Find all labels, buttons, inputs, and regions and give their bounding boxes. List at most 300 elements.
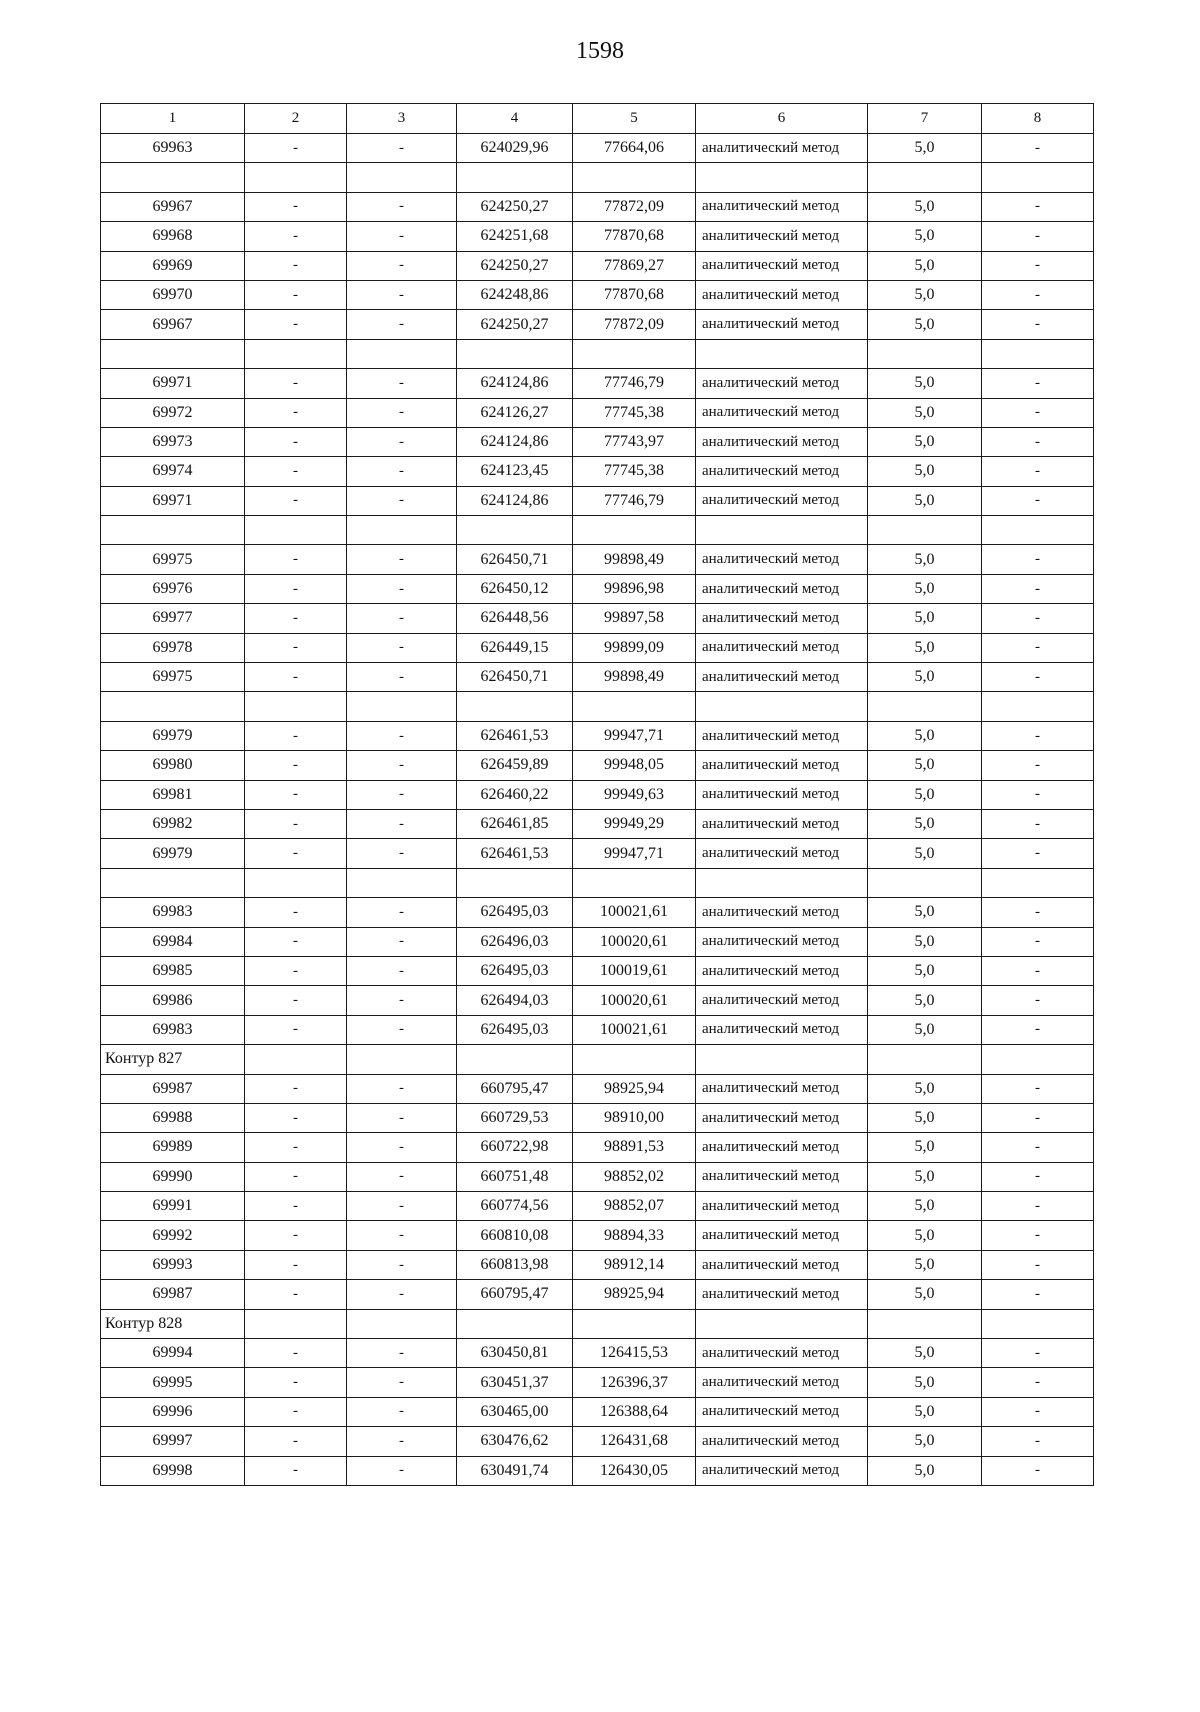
table-cell: 100020,61 [573, 927, 696, 956]
table-cell: - [347, 427, 457, 456]
table-cell: 660722,98 [457, 1133, 573, 1162]
table-cell: - [245, 1280, 347, 1309]
empty-cell [245, 163, 347, 192]
table-cell: 69963 [101, 134, 245, 163]
table-cell: - [982, 1368, 1094, 1397]
empty-cell [245, 1309, 347, 1338]
table-cell: - [347, 222, 457, 251]
table-cell: - [347, 809, 457, 838]
table-cell: 99949,63 [573, 780, 696, 809]
table-cell: - [982, 1339, 1094, 1368]
table-cell: 69983 [101, 898, 245, 927]
table-cell: 626495,03 [457, 956, 573, 985]
empty-cell [245, 339, 347, 368]
empty-cell [347, 868, 457, 897]
table-row [101, 369, 1094, 398]
table-cell: - [245, 222, 347, 251]
table-cell: 69997 [101, 1427, 245, 1456]
empty-cell [982, 868, 1094, 897]
table-cell: 69996 [101, 1397, 245, 1426]
table-cell: - [982, 1221, 1094, 1250]
empty-cell [982, 1045, 1094, 1074]
table-cell: - [347, 1221, 457, 1250]
table-cell: - [347, 898, 457, 927]
table-cell: 5,0 [868, 398, 982, 427]
table-cell: - [982, 1280, 1094, 1309]
table-row [101, 1250, 1094, 1279]
table-row [101, 222, 1094, 251]
table-cell: - [245, 192, 347, 221]
table-cell: 5,0 [868, 1397, 982, 1426]
empty-cell [982, 339, 1094, 368]
empty-cell [457, 516, 573, 545]
table-row [101, 1192, 1094, 1221]
table-row [101, 663, 1094, 692]
table-cell: - [982, 1133, 1094, 1162]
column-header: 2 [245, 104, 347, 134]
table-cell: 626450,12 [457, 574, 573, 603]
empty-cell [868, 339, 982, 368]
table-cell: 5,0 [868, 927, 982, 956]
empty-cell [457, 868, 573, 897]
coordinates-table [100, 103, 1094, 1486]
table-cell: - [347, 1192, 457, 1221]
table-cell: аналитический метод [696, 1074, 868, 1103]
table-cell: 5,0 [868, 956, 982, 985]
table-cell: - [347, 751, 457, 780]
table-row [101, 1397, 1094, 1426]
table-cell: 5,0 [868, 1280, 982, 1309]
section-row [101, 1309, 1094, 1338]
table-cell: 5,0 [868, 604, 982, 633]
table-cell: 69986 [101, 986, 245, 1015]
table-cell: аналитический метод [696, 574, 868, 603]
table-cell: - [245, 1074, 347, 1103]
table-cell: 99899,09 [573, 633, 696, 662]
table-row [101, 956, 1094, 985]
table-cell: - [982, 809, 1094, 838]
table-body [101, 134, 1094, 1486]
table-cell: 77870,68 [573, 222, 696, 251]
table-cell: - [982, 633, 1094, 662]
empty-cell [868, 516, 982, 545]
table-cell: 69983 [101, 1015, 245, 1044]
table-row [101, 251, 1094, 280]
table-cell: 630491,74 [457, 1456, 573, 1485]
table-cell: 98852,02 [573, 1162, 696, 1191]
table-cell: 69967 [101, 310, 245, 339]
table-cell: - [245, 427, 347, 456]
table-cell: 5,0 [868, 1192, 982, 1221]
table-cell: 5,0 [868, 369, 982, 398]
empty-cell [101, 339, 245, 368]
table-cell: 5,0 [868, 1162, 982, 1191]
table-cell: - [982, 956, 1094, 985]
table-cell: 624248,86 [457, 280, 573, 309]
table-cell: аналитический метод [696, 1133, 868, 1162]
table-cell: 5,0 [868, 839, 982, 868]
table-cell: - [347, 1162, 457, 1191]
table-cell: аналитический метод [696, 1221, 868, 1250]
table-cell: аналитический метод [696, 751, 868, 780]
table-row [101, 839, 1094, 868]
table-cell: 624123,45 [457, 457, 573, 486]
table-cell: 5,0 [868, 986, 982, 1015]
table-cell: 69981 [101, 780, 245, 809]
table-row [101, 721, 1094, 750]
table-cell: - [245, 1162, 347, 1191]
table-cell: 624124,86 [457, 369, 573, 398]
table-cell: аналитический метод [696, 1192, 868, 1221]
table-cell: 98894,33 [573, 1221, 696, 1250]
separator-row [101, 163, 1094, 192]
table-cell: - [982, 398, 1094, 427]
empty-cell [347, 516, 457, 545]
table-cell: - [347, 663, 457, 692]
table-cell: 5,0 [868, 545, 982, 574]
table-cell: аналитический метод [696, 898, 868, 927]
table-cell: 69982 [101, 809, 245, 838]
table-cell: 626449,15 [457, 633, 573, 662]
table-cell: - [245, 751, 347, 780]
table-cell: - [982, 663, 1094, 692]
table-cell: - [347, 604, 457, 633]
table-cell: - [347, 780, 457, 809]
table-row [101, 192, 1094, 221]
table-cell: - [347, 398, 457, 427]
table-cell: аналитический метод [696, 134, 868, 163]
table-row [101, 1221, 1094, 1250]
table-cell: 630450,81 [457, 1339, 573, 1368]
table-cell: - [245, 986, 347, 1015]
table-cell: - [982, 1103, 1094, 1132]
table-cell: - [982, 1427, 1094, 1456]
table-cell: - [982, 1397, 1094, 1426]
table-cell: аналитический метод [696, 1015, 868, 1044]
table-cell: 5,0 [868, 721, 982, 750]
table-cell: - [245, 1133, 347, 1162]
table-cell: - [245, 1015, 347, 1044]
table-cell: - [245, 134, 347, 163]
table-row [101, 633, 1094, 662]
table-cell: 5,0 [868, 222, 982, 251]
table-cell: 100021,61 [573, 1015, 696, 1044]
table-cell: - [245, 633, 347, 662]
table-cell: - [982, 839, 1094, 868]
table-cell: 624251,68 [457, 222, 573, 251]
table-cell: 98925,94 [573, 1074, 696, 1103]
empty-cell [868, 163, 982, 192]
table-cell: 5,0 [868, 1074, 982, 1103]
empty-cell [573, 516, 696, 545]
table-cell: - [347, 369, 457, 398]
empty-cell [573, 1045, 696, 1074]
empty-cell [696, 516, 868, 545]
table-cell: 69998 [101, 1456, 245, 1485]
table-cell: аналитический метод [696, 251, 868, 280]
table-cell: - [245, 604, 347, 633]
separator-row [101, 692, 1094, 721]
separator-row [101, 339, 1094, 368]
table-cell: 5,0 [868, 134, 982, 163]
header-row [101, 104, 1094, 134]
table-cell: - [245, 1103, 347, 1132]
table-cell: 77869,27 [573, 251, 696, 280]
table-cell: 624250,27 [457, 251, 573, 280]
table-cell: 99897,58 [573, 604, 696, 633]
table-cell: 660810,08 [457, 1221, 573, 1250]
table-cell: аналитический метод [696, 633, 868, 662]
table-row [101, 1427, 1094, 1456]
table-cell: - [982, 457, 1094, 486]
empty-cell [245, 692, 347, 721]
table-cell: 100020,61 [573, 986, 696, 1015]
table-cell: - [347, 1339, 457, 1368]
table-cell: 5,0 [868, 1456, 982, 1485]
table-cell: 77745,38 [573, 457, 696, 486]
table-cell: 5,0 [868, 1427, 982, 1456]
table-cell: - [982, 222, 1094, 251]
table-cell: - [347, 1427, 457, 1456]
table-row [101, 604, 1094, 633]
table-cell: 69968 [101, 222, 245, 251]
table-cell: - [347, 310, 457, 339]
table-cell: - [347, 574, 457, 603]
table-cell: 630451,37 [457, 1368, 573, 1397]
table-cell: аналитический метод [696, 545, 868, 574]
table-cell: 624124,86 [457, 486, 573, 515]
table-cell: 69984 [101, 927, 245, 956]
table-cell: 626494,03 [457, 986, 573, 1015]
table-cell: 126415,53 [573, 1339, 696, 1368]
table-cell: - [982, 1015, 1094, 1044]
table-row [101, 134, 1094, 163]
table-cell: - [982, 192, 1094, 221]
empty-cell [573, 339, 696, 368]
table-cell: 5,0 [868, 457, 982, 486]
table-cell: аналитический метод [696, 1397, 868, 1426]
empty-cell [868, 692, 982, 721]
table-cell: - [245, 1368, 347, 1397]
table-cell: 5,0 [868, 780, 982, 809]
table-cell: - [245, 1192, 347, 1221]
table-cell: 5,0 [868, 1015, 982, 1044]
separator-row [101, 516, 1094, 545]
table-cell: 77872,09 [573, 310, 696, 339]
section-label: Контур 827 [101, 1045, 245, 1074]
table-cell: 69994 [101, 1339, 245, 1368]
table-cell: 126430,05 [573, 1456, 696, 1485]
table-cell: 624124,86 [457, 427, 573, 456]
table-cell: - [347, 251, 457, 280]
table-cell: - [347, 1397, 457, 1426]
table-cell: - [245, 1456, 347, 1485]
empty-cell [457, 163, 573, 192]
table-cell: 630465,00 [457, 1397, 573, 1426]
table-cell: 660774,56 [457, 1192, 573, 1221]
table-cell: аналитический метод [696, 986, 868, 1015]
column-header: 7 [868, 104, 982, 134]
table-cell: 98910,00 [573, 1103, 696, 1132]
table-cell: 69970 [101, 280, 245, 309]
table-cell: 626450,71 [457, 663, 573, 692]
table-cell: - [982, 721, 1094, 750]
table-cell: аналитический метод [696, 398, 868, 427]
table-cell: - [982, 574, 1094, 603]
table-cell: 626459,89 [457, 751, 573, 780]
table-cell: - [347, 1456, 457, 1485]
column-header: 3 [347, 104, 457, 134]
empty-cell [245, 516, 347, 545]
empty-cell [696, 339, 868, 368]
empty-cell [347, 692, 457, 721]
empty-cell [101, 868, 245, 897]
table-cell: - [245, 898, 347, 927]
table-cell: 660813,98 [457, 1250, 573, 1279]
table-cell: 5,0 [868, 574, 982, 603]
table-cell: - [245, 574, 347, 603]
table-cell: аналитический метод [696, 721, 868, 750]
table-cell: - [347, 545, 457, 574]
table-cell: - [347, 839, 457, 868]
empty-cell [347, 1309, 457, 1338]
table-cell: 660795,47 [457, 1074, 573, 1103]
table-cell: аналитический метод [696, 1456, 868, 1485]
table-cell: - [245, 310, 347, 339]
empty-cell [457, 1309, 573, 1338]
section-row [101, 1045, 1094, 1074]
table-cell: 5,0 [868, 1368, 982, 1397]
table-row [101, 486, 1094, 515]
table-cell: аналитический метод [696, 427, 868, 456]
table-cell: аналитический метод [696, 1339, 868, 1368]
table-cell: - [245, 280, 347, 309]
table-cell: - [347, 721, 457, 750]
table-cell: 98912,14 [573, 1250, 696, 1279]
table-cell: аналитический метод [696, 1162, 868, 1191]
table-cell: - [982, 604, 1094, 633]
table-cell: - [245, 809, 347, 838]
table-cell: - [347, 1250, 457, 1279]
table-cell: 99898,49 [573, 663, 696, 692]
table-cell: аналитический метод [696, 486, 868, 515]
table-cell: - [347, 1368, 457, 1397]
table-cell: 69993 [101, 1250, 245, 1279]
empty-cell [696, 1045, 868, 1074]
table-cell: 5,0 [868, 1103, 982, 1132]
table-cell: 69973 [101, 427, 245, 456]
table-cell: 69995 [101, 1368, 245, 1397]
table-cell: 624126,27 [457, 398, 573, 427]
table-cell: - [982, 134, 1094, 163]
table-row [101, 898, 1094, 927]
table-cell: - [982, 427, 1094, 456]
table-cell: 100019,61 [573, 956, 696, 985]
table-cell: 77745,38 [573, 398, 696, 427]
empty-cell [101, 163, 245, 192]
table-cell: - [347, 1280, 457, 1309]
table-cell: 626460,22 [457, 780, 573, 809]
table-cell: - [245, 663, 347, 692]
table-cell: 99896,98 [573, 574, 696, 603]
table-cell: - [982, 1162, 1094, 1191]
table-cell: 126431,68 [573, 1427, 696, 1456]
table-cell: 69979 [101, 839, 245, 868]
table-cell: аналитический метод [696, 809, 868, 838]
empty-cell [573, 163, 696, 192]
table-cell: - [982, 1074, 1094, 1103]
table-cell: - [982, 751, 1094, 780]
empty-cell [982, 692, 1094, 721]
table-cell: 624250,27 [457, 192, 573, 221]
table-row [101, 545, 1094, 574]
table-cell: 99947,71 [573, 839, 696, 868]
table-cell: 69987 [101, 1280, 245, 1309]
table-cell: 69977 [101, 604, 245, 633]
table-cell: - [982, 280, 1094, 309]
table-cell: аналитический метод [696, 663, 868, 692]
empty-cell [457, 692, 573, 721]
table-row [101, 780, 1094, 809]
table-cell: 5,0 [868, 1339, 982, 1368]
table-cell: аналитический метод [696, 604, 868, 633]
table-row [101, 398, 1094, 427]
table-cell: 69974 [101, 457, 245, 486]
table-row [101, 310, 1094, 339]
table-cell: аналитический метод [696, 839, 868, 868]
table-cell: аналитический метод [696, 369, 868, 398]
table-cell: аналитический метод [696, 1103, 868, 1132]
table-cell: 69991 [101, 1192, 245, 1221]
table-cell: - [982, 927, 1094, 956]
table-cell: - [245, 839, 347, 868]
table-cell: - [982, 251, 1094, 280]
table-cell: 100021,61 [573, 898, 696, 927]
table-row [101, 1133, 1094, 1162]
table-cell: - [347, 457, 457, 486]
table-cell: - [982, 486, 1094, 515]
table-cell: - [245, 545, 347, 574]
table-cell: - [245, 369, 347, 398]
empty-cell [982, 163, 1094, 192]
table-cell: - [245, 1221, 347, 1250]
table-cell: 626495,03 [457, 1015, 573, 1044]
table-cell: 69987 [101, 1074, 245, 1103]
table-cell: 77746,79 [573, 369, 696, 398]
table-cell: 99898,49 [573, 545, 696, 574]
table-cell: 626461,53 [457, 721, 573, 750]
table-cell: 98852,07 [573, 1192, 696, 1221]
table-cell: 69969 [101, 251, 245, 280]
table-row [101, 280, 1094, 309]
empty-cell [696, 868, 868, 897]
table-cell: - [982, 1250, 1094, 1279]
table-row [101, 427, 1094, 456]
table-cell: 5,0 [868, 898, 982, 927]
table-cell: 77664,06 [573, 134, 696, 163]
table-cell: 99948,05 [573, 751, 696, 780]
table-cell: аналитический метод [696, 1280, 868, 1309]
table-cell: - [347, 192, 457, 221]
column-header: 5 [573, 104, 696, 134]
table-cell: 5,0 [868, 633, 982, 662]
table-cell: 626450,71 [457, 545, 573, 574]
table-cell: 77870,68 [573, 280, 696, 309]
empty-cell [245, 1045, 347, 1074]
table-cell: 626461,53 [457, 839, 573, 868]
table-row [101, 1368, 1094, 1397]
table-cell: 98925,94 [573, 1280, 696, 1309]
